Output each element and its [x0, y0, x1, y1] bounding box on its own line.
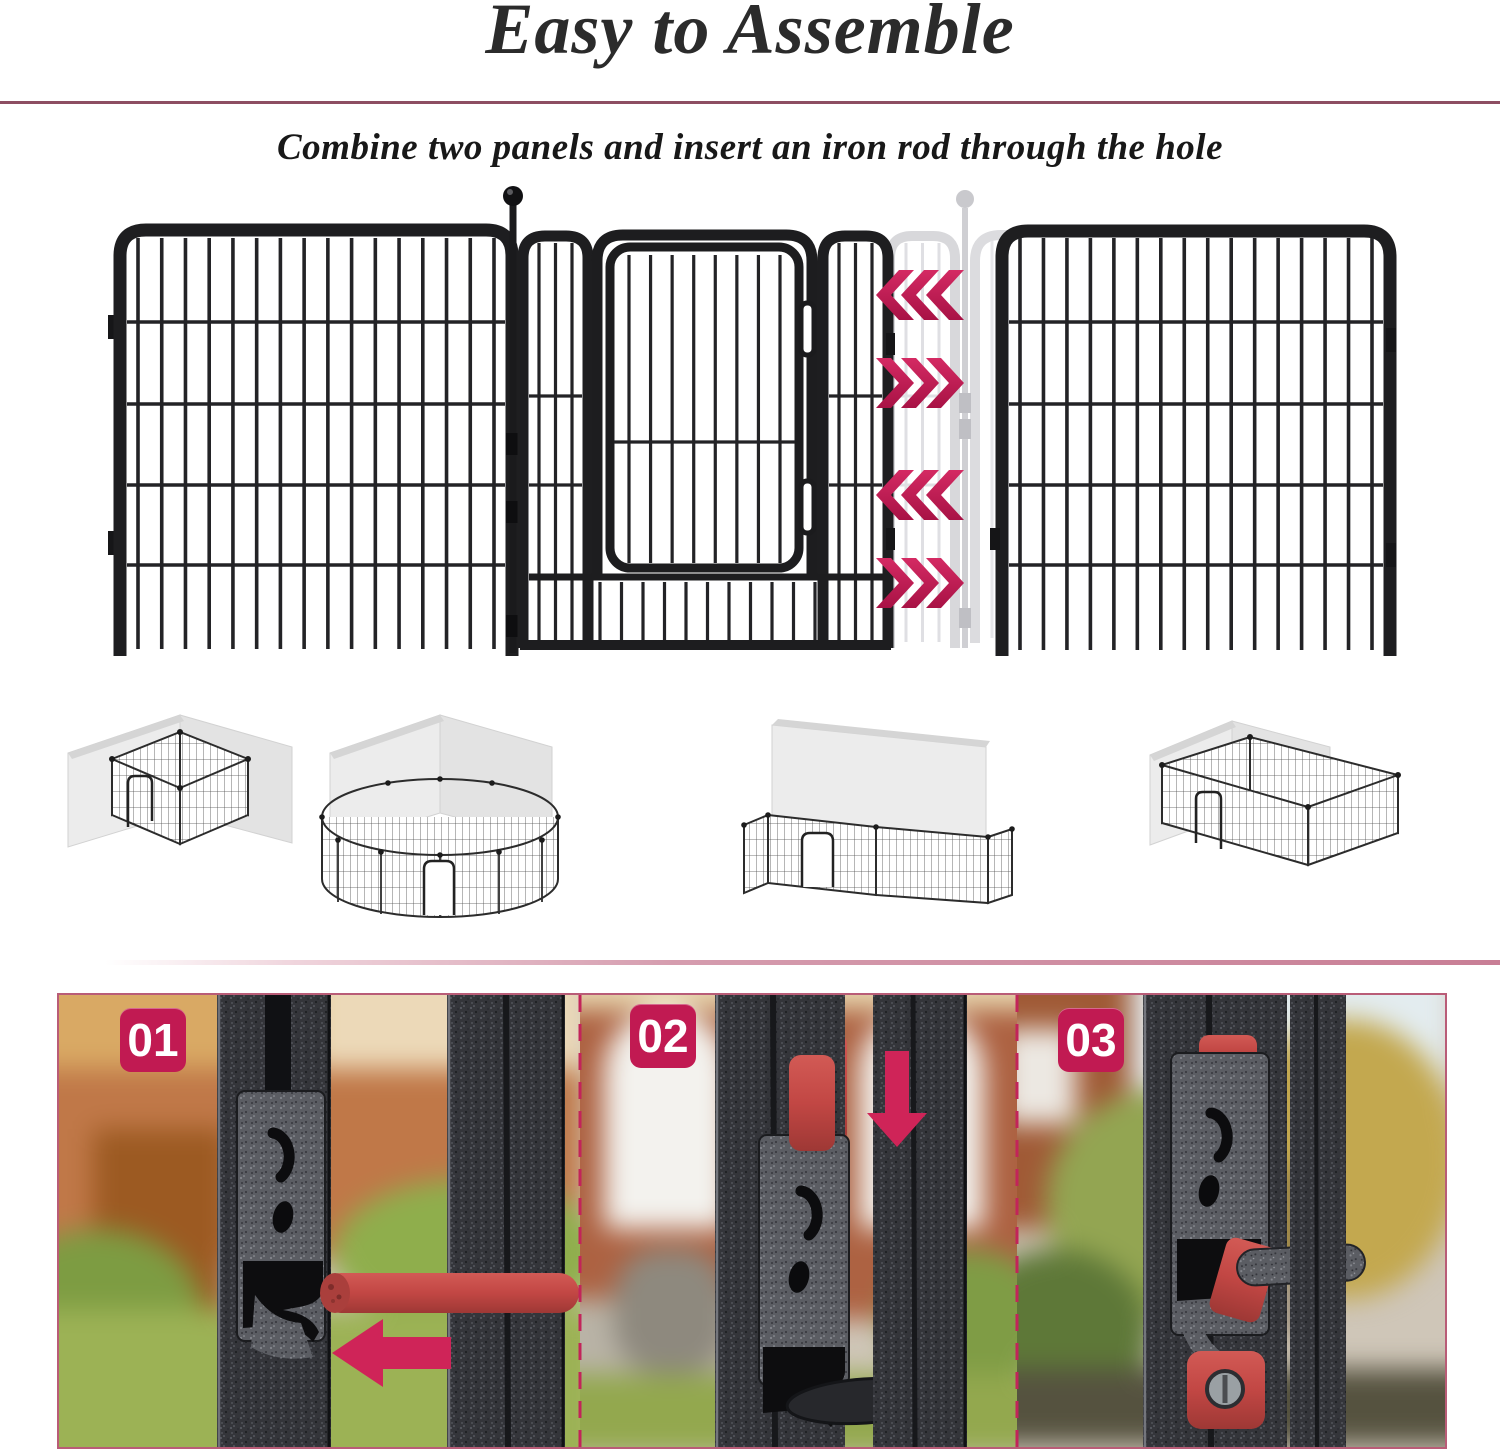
right-fence-panel	[990, 231, 1396, 656]
red-bottom-plate	[1187, 1351, 1265, 1429]
hardware-closeups-overlay	[59, 995, 1445, 1447]
rod-top-in-slot	[789, 1055, 835, 1151]
step-3-badge: 03	[1058, 1008, 1124, 1072]
step-1-badge: 01	[120, 1008, 186, 1072]
step-2-badge: 02	[630, 1004, 696, 1068]
step-1-hardware	[217, 995, 579, 1447]
arrow-left-icon	[332, 1319, 451, 1387]
config-octagon-pen-corner	[319, 715, 561, 917]
step-3-hardware	[1143, 995, 1366, 1447]
door-latch-icon	[801, 303, 814, 355]
config-square-pen-corner	[68, 715, 292, 847]
title-divider-line	[0, 101, 1500, 104]
door-panel-assembly	[520, 235, 895, 648]
step-2-hardware	[715, 995, 967, 1447]
page-title: Easy to Assemble	[485, 0, 1015, 69]
config-straight-barrier-wall	[741, 719, 1015, 903]
page-subtitle: Combine two panels and insert an iron rod through the hole	[276, 127, 1223, 168]
configuration-examples-row	[0, 695, 1500, 935]
left-fence-panel	[108, 230, 512, 656]
config-rect-pen-corner	[1150, 721, 1401, 865]
assembly-steps-photo-strip	[57, 993, 1447, 1449]
panel-joining-diagram	[80, 183, 1420, 670]
red-iron-rod	[320, 1273, 579, 1313]
section-divider-gradient	[0, 960, 1500, 965]
